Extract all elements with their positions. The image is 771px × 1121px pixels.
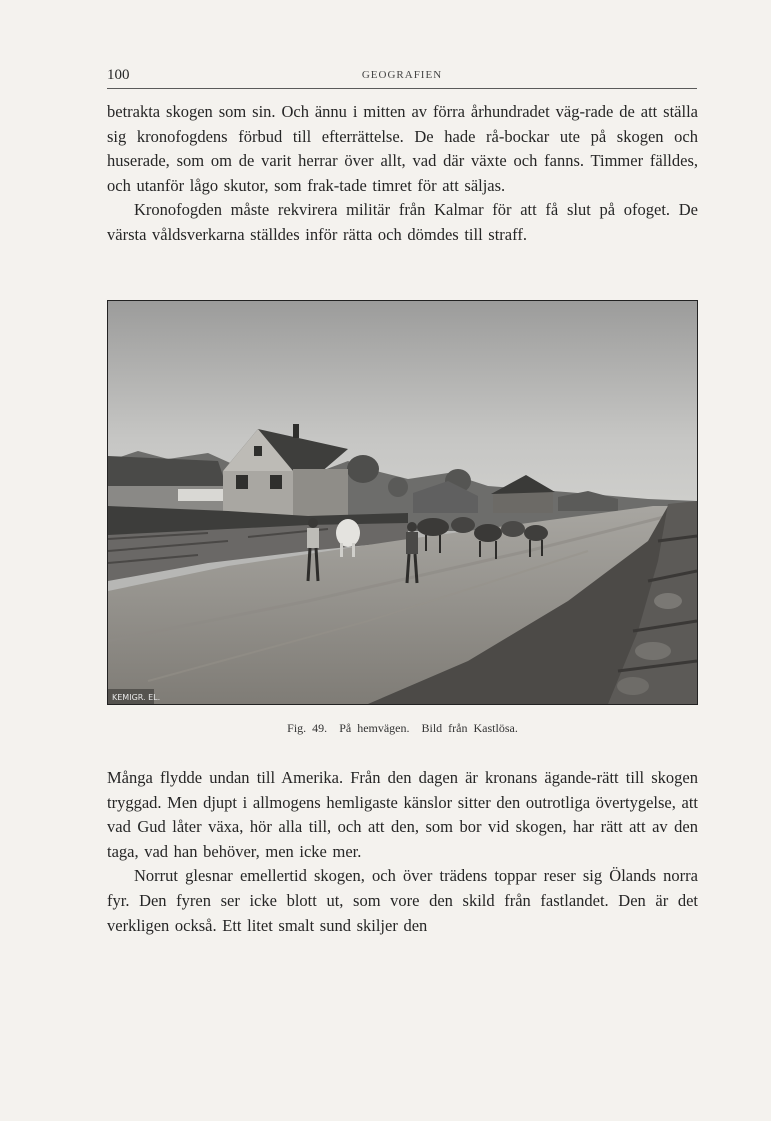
caption-number: Fig. 49. [287, 721, 328, 735]
photograph-figure [107, 300, 698, 705]
paragraph: betrakta skogen som sin. Och ännu i mitten av förra århundradet väg-rade de att ställa sig kronofogdens förbud till efterrättelse. De hade rå-bockar ute på skogen och huserade, som om de varit herrar över allt, vad där växte och fanns. Timmer fälldes, och utanför lågo skutor, som frak-tade timret för att säljas. [107, 102, 698, 195]
engraver-stamp: KEMIGR. EL. [112, 693, 161, 702]
caption-source: Bild från Kastlösa. [421, 721, 518, 735]
paragraph: Norrut glesnar emellertid skogen, och över trädens toppar reser sig Ölands norra fyr. Den fyren ser icke blott ut, som vore den skild från fastlandet. Den är det verkligen också. Ett litet smalt sund skiljer den [107, 866, 698, 935]
page-header [107, 66, 697, 89]
page-number: 100 [107, 67, 130, 83]
body-text-top [107, 100, 698, 248]
paragraph: Kronofogden måste rekvirera militär från Kalmar för att få slut på ofoget. De värsta våldsverkarna ställdes inför rätta och dömdes till straff. [107, 200, 698, 244]
body-text-bottom [107, 766, 698, 938]
paragraph: Många flydde undan till Amerika. Från den dagen är kronans ägande-rätt till skogen tryggad. Men djupt i allmogens hemligaste känslor sitter den outrotliga övertygelse, att vad Gud låter växa, hör alla till, och att den, som bor vid skogen, har rätt att av den taga, vad han behöver, men icke mer. [107, 768, 698, 861]
village-road-photo [108, 301, 697, 704]
caption-title: På hemvägen. [339, 721, 410, 735]
figure-caption [107, 720, 698, 736]
running-head: GEOGRAFIEN [361, 69, 443, 81]
